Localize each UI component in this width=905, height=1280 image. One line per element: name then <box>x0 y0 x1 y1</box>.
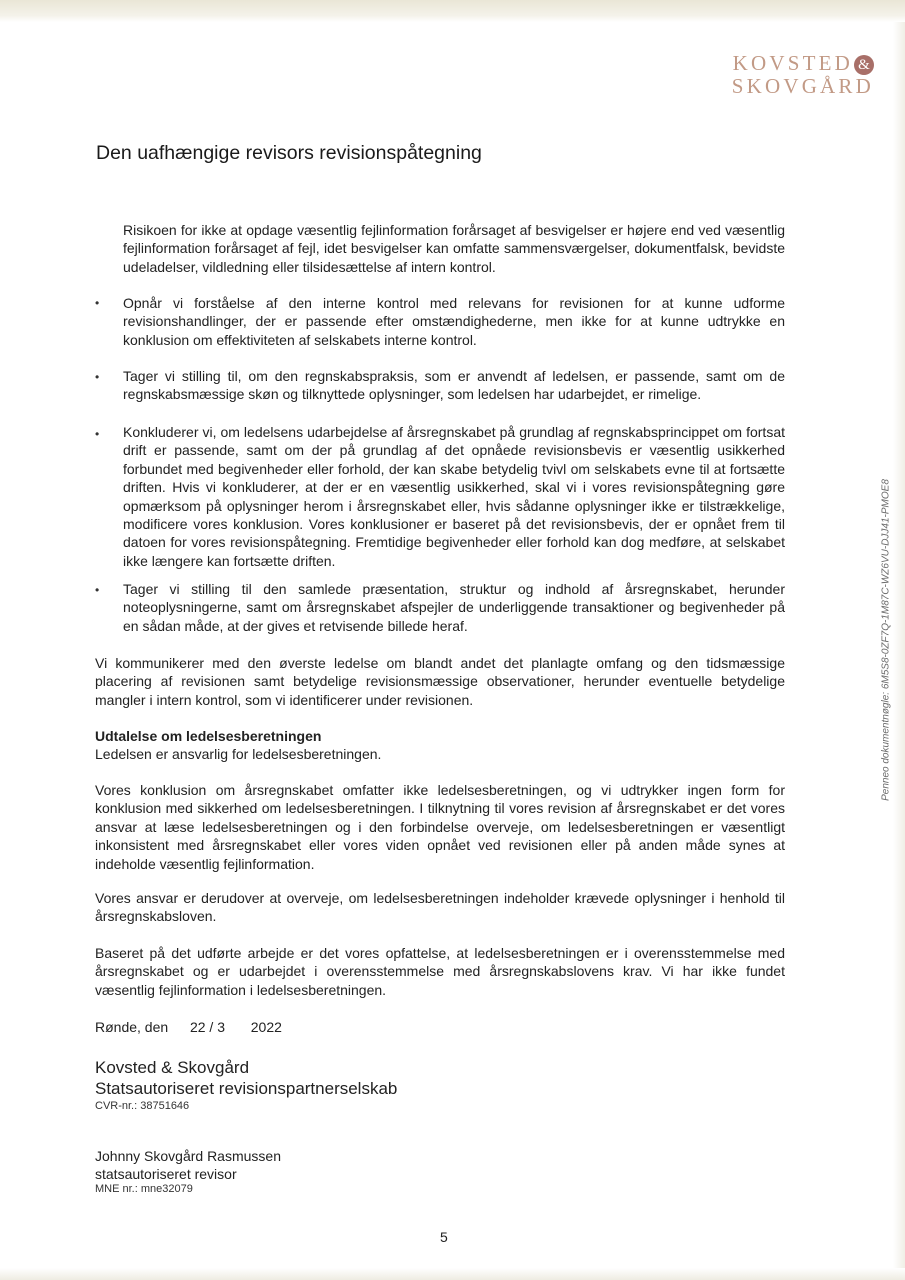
company-logo <box>690 52 874 97</box>
date-line <box>95 1018 282 1036</box>
bullet-item-3: Konkluderer vi, om ledelsens udarbejdelse af årsregnskabet på grundlag af regnskabsprincippet om fortsat drift er passende, samt om der på grundlag af det opnåede revisionsbevis er væsentlig usikkerhed forbundet med begivenheder eller forhold, der kan skabe betydelig tvivl om selskabets evne til at fortsætte driften. Hvis vi konkluderer, at der er en væsentlig usikkerhed, skal vi i vores revisionspåtegning gøre opmærksom på oplysninger herom i årsregnskabet eller, hvis sådanne oplysninger ikke er tilstrækkelige, modificere vores konklusion. Vores konklusioner er baseret på det revisionsbevis, der er opnået frem til datoen for vores revisionspåtegning. Fremtidige begivenheder eller forhold kan dog medføre, at selskabet ikke længere kan fortsætte driften. <box>123 424 785 569</box>
bullet-marker: • <box>95 370 100 384</box>
page-title: Den uafhængige revisors revisionspåtegning <box>96 142 482 164</box>
communication-paragraph: Vi kommunikerer med den øverste ledelse om blandt andet det planlagte omfang og den tidsmæssige placering af revisionen samt betydelige revisionsmæssige observationer, herunder eventuelle betydelige mangler i intern kontrol, som vi identificerer under revisionen. <box>95 655 785 708</box>
bullet-marker: • <box>95 427 100 441</box>
date-place: Rønde, den <box>95 1019 169 1035</box>
logo-ampersand-icon: & <box>854 55 874 75</box>
bullet-marker: • <box>95 296 100 310</box>
signatory-title: statsautoriseret revisor <box>95 1166 237 1182</box>
management-report-paragraph-2: Vores ansvar er derudover at overveje, om ledelsesberetningen indeholder krævede oplysninger i henhold til årsregnskabsloven. <box>95 890 785 925</box>
firm-name: Kovsted & Skovgård <box>95 1058 250 1077</box>
scan-edge-top <box>0 0 905 22</box>
signatory-mne: MNE nr.: mne32079 <box>95 1183 193 1195</box>
bullet-item-1: Opnår vi forståelse af den interne kontrol med relevans for revisionen for at kunne udforme revisionshandlinger, der er passende efter omstændighederne, men ikke for at kunne udtrykke en konklusion om effektiviteten af selskabets interne kontrol. <box>123 295 785 348</box>
firm-cvr: CVR-nr.: 38751646 <box>95 1100 190 1112</box>
bullet-item-2: Tager vi stilling til, om den regnskabspraksis, som er anvendt af ledelsen, er passende, samt om de regnskabsmæssige skøn og tilknyttede oplysninger, som ledelsen har udarbejdet, er rimelige. <box>123 368 785 403</box>
management-report-paragraph-1: Vores konklusion om årsregnskabet omfatter ikke ledelsesberetningen, og vi udtrykker ingen form for konklusion med sikkerhed om ledelsesberetningen. I tilknytning til vores revision af årsregnskabet er det vores ansvar at læse ledelsesberetningen og i den forbindelse overveje, om ledelsesberetningen er væsentligt inkonsistent med årsregnskabet eller vores viden opnået ved revisionen eller på anden måde synes at indeholde væsentlig fejlinformation. <box>95 782 785 872</box>
scan-edge-bottom <box>0 1268 905 1280</box>
management-responsibility: Ledelsen er ansvarlig for ledelsesberetningen. <box>95 746 382 762</box>
scan-edge-right <box>893 22 905 1268</box>
intro-paragraph: Risikoen for ikke at opdage væsentlig fejlinformation forårsaget af besvigelser er højere end ved væsentlig fejlinformation forårsaget af fejl, idet besvigelser kan omfatte sammensværgelser, dokumentfalsk, bevidste udeladelser, vildledning eller tilsidesættelse af intern kontrol. <box>123 222 785 275</box>
management-report-paragraph-3: Baseret på det udførte arbejde er det vores opfattelse, at ledelsesberetningen er i overensstemmelse med årsregnskabet og er udarbejdet i overensstemmelse med årsregnskabslovens krav. Vi har ikke fundet væsentlig fejlinformation i ledelsesberetningen. <box>95 945 785 998</box>
bullet-item-4: Tager vi stilling til den samlede præsentation, struktur og indhold af årsregnskabet, herunder noteoplysningerne, samt om årsregnskabet afspejler de underliggende transaktioner og begivenheder på en sådan måde, at der gives et retvisende billede heraf. <box>123 581 785 634</box>
signatory-name: Johnny Skovgård Rasmussen <box>95 1148 281 1164</box>
logo-line-2: SKOVGÅRD <box>731 74 874 98</box>
bullet-marker: • <box>95 583 100 597</box>
logo-line-1: KOVSTED <box>732 51 853 75</box>
page-number: 5 <box>440 1229 448 1245</box>
section-heading-management-report: Udtalelse om ledelsesberetningen <box>95 728 322 744</box>
document-key-note: Penneo dokumentnøgle: 6M5S8-0ZF7Q-1M87C-WZ6VU-DJJ41-PMOE8 <box>880 479 892 801</box>
date-year: 2022 <box>250 1019 282 1035</box>
date-day-month: 22 / 3 <box>189 1019 225 1035</box>
firm-type: Statsautoriseret revisionspartnerselskab <box>95 1079 398 1098</box>
